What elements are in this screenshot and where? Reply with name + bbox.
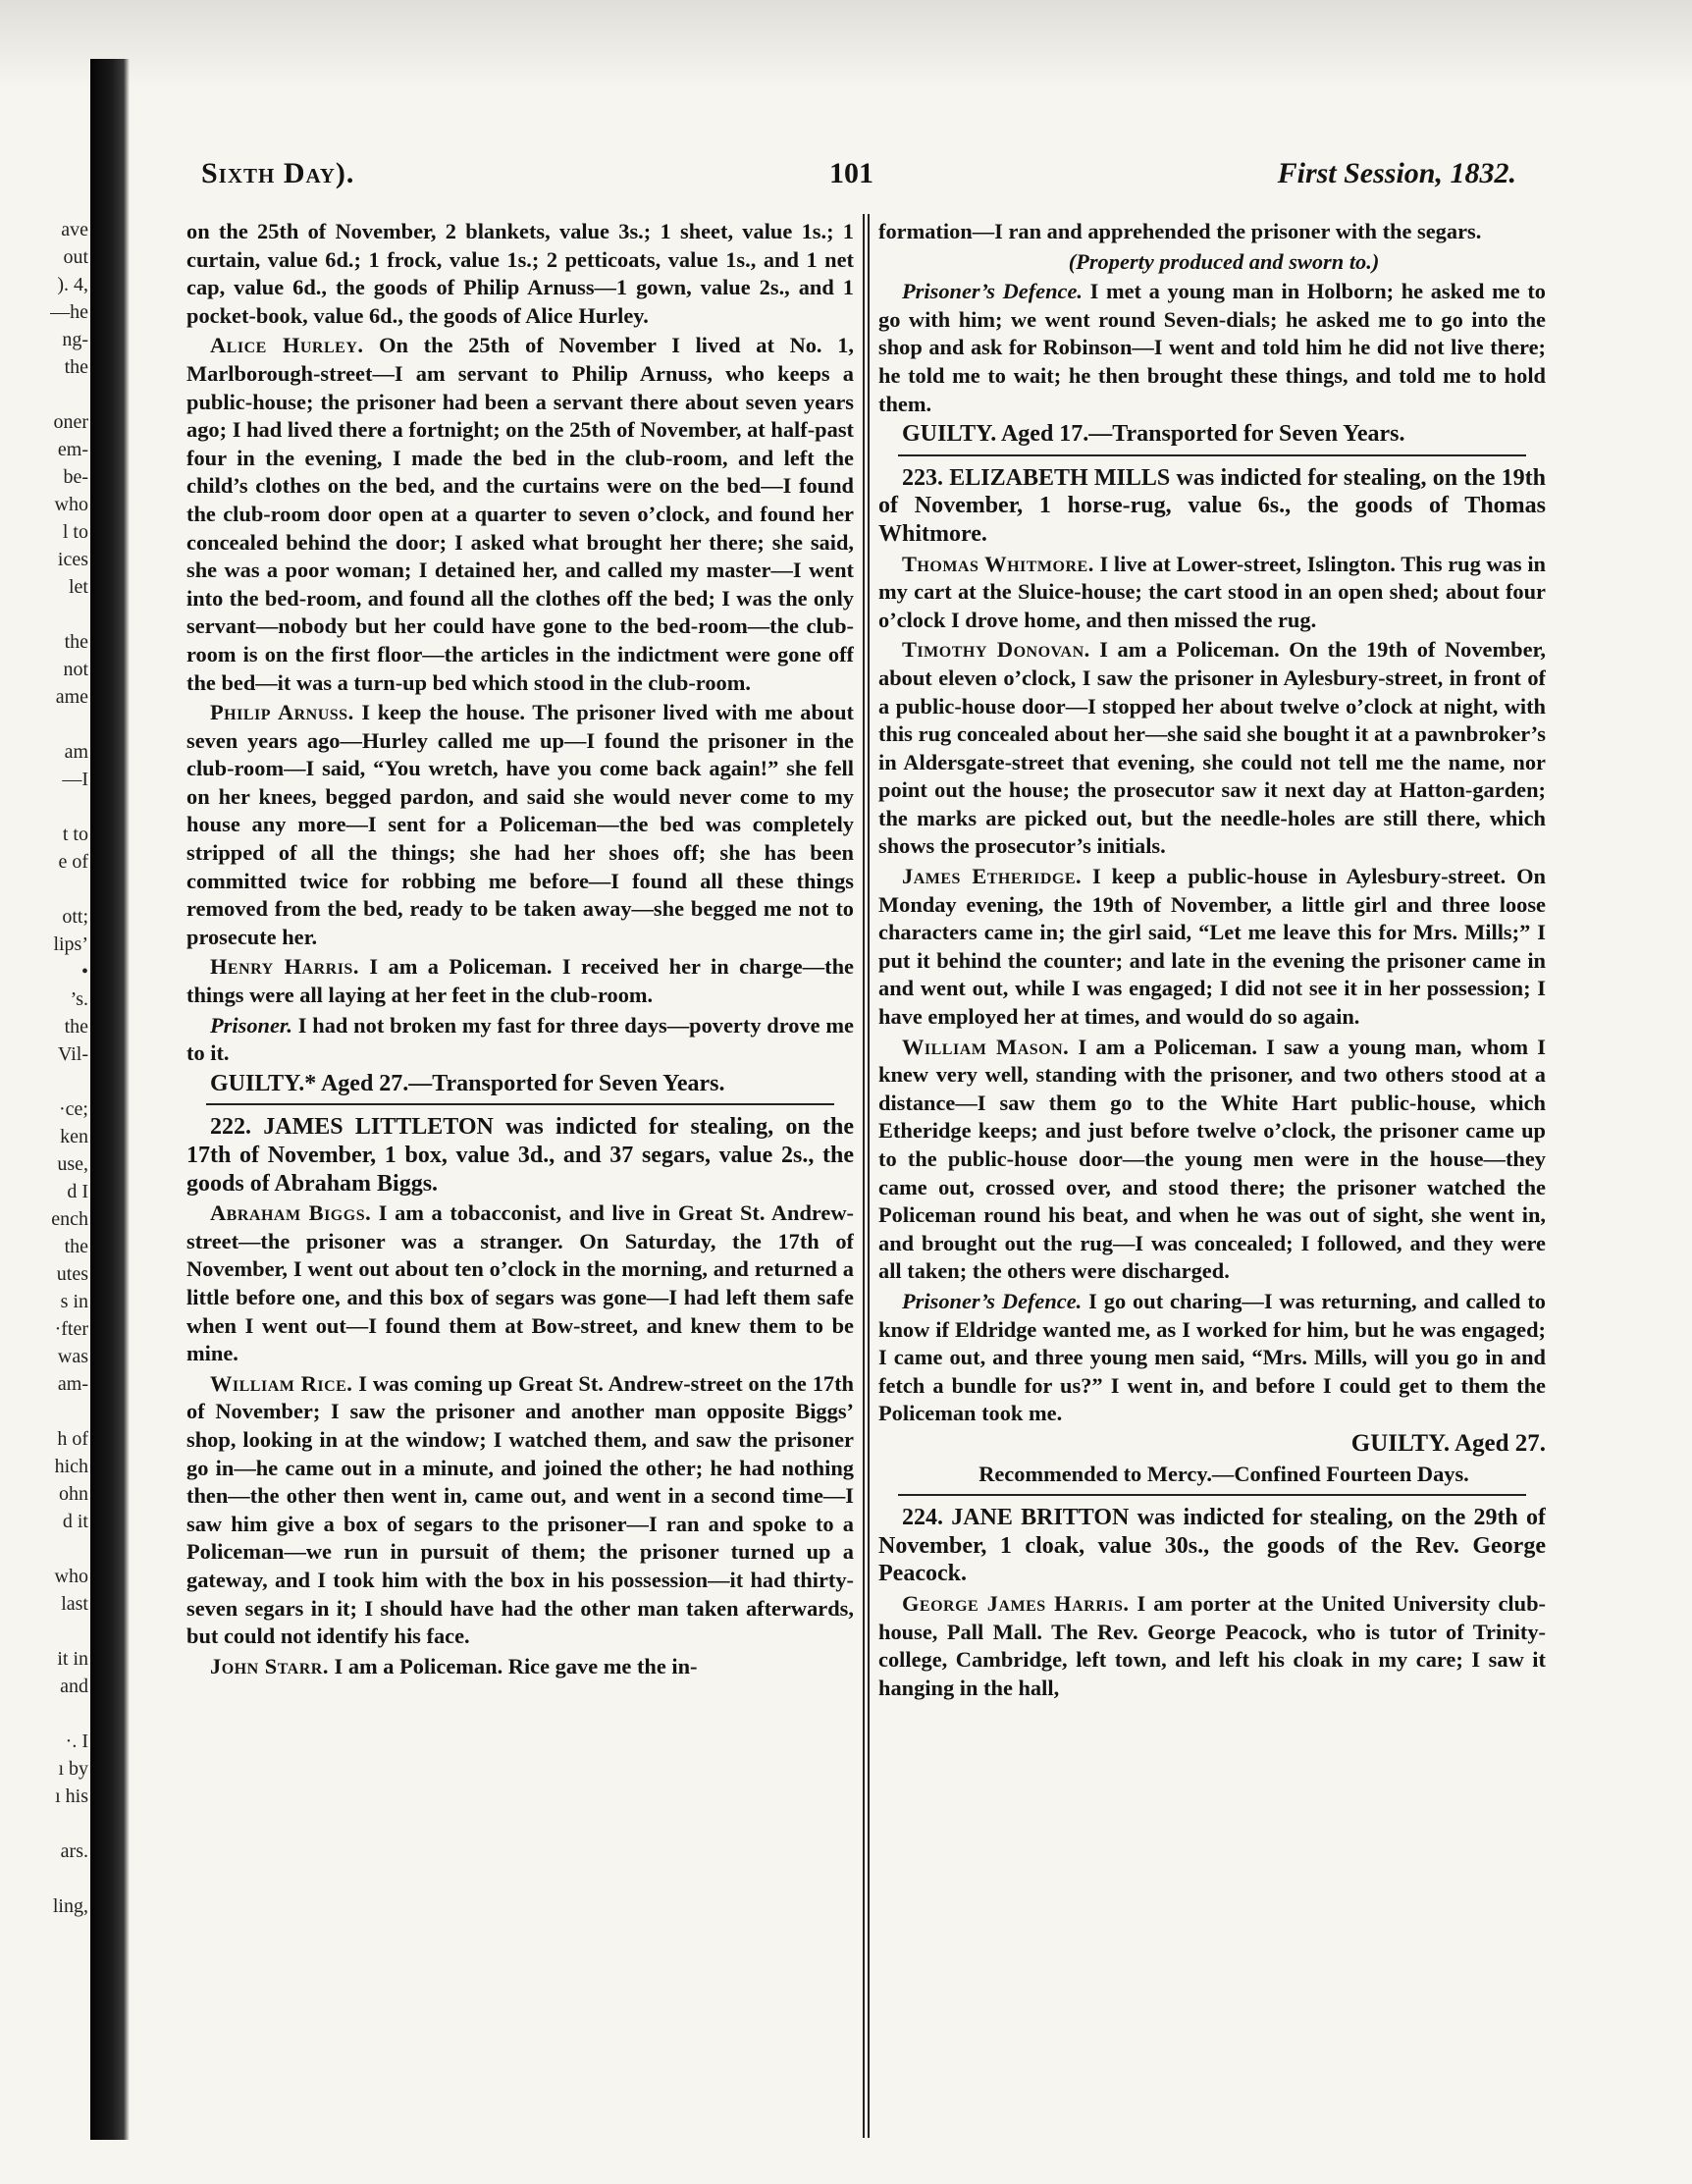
scan-shadow [0,0,1692,88]
case-heading: 224. JANE BRITTON was indicted for stealing, on the 29th of November, 1 cloak, value 30s., the goods of the Rev. George Peacock. [878,1505,1546,1587]
page-header [201,157,1516,196]
adjacent-page-fragments [2,216,88,2061]
testimony: I keep the house. The prisoner lived with me about seven years ago—Hurley called me up—I found the prisoner in the club-room—I said, “You wretch, have you come back again!” she fell on her knees, begged pardon, and said she would never come to my house any more—I sent for a Policeman—the bed was completely stripped of all the things; she had her shoes off; she has been committed twice for robbing me before—I found all these things removed from the bed, ready to be taken away—she begged me not to prosecute her. [186,700,854,949]
fragment-line: hich [54,1456,88,1477]
paragraph [186,1199,854,1368]
paragraph [878,863,1546,1032]
fragment-line: ı by [58,1758,88,1780]
fragment-line: not [63,659,88,680]
fragment-line: ·ce; [59,1098,88,1120]
paragraph [186,1370,854,1651]
fragment-line: was [57,1346,88,1367]
testimony: I am a Policeman. I received her in charge—the things were all laying at her feet in the club-room. [186,954,854,1008]
fragment-line: ·. I [65,1731,88,1752]
paragraph [878,1590,1546,1702]
fragment-line: ·fter [54,1318,88,1340]
case-heading: 223. ELIZABETH MILLS was indicted for stealing, on the 19th of November, 1 horse-rug, value 6s., the goods of Thomas Whitmore. [878,464,1546,547]
fragment-line [2,1865,88,1892]
fragment-line: ame [55,686,88,708]
section-rule [898,1494,1526,1496]
fragment-line: ave [61,219,88,240]
fragment-line: —he [50,301,88,323]
fragment-line: use, [57,1153,88,1175]
witness-name: Abraham Biggs. [210,1200,372,1226]
witness-name: William Rice. [210,1370,353,1396]
testimony: I was coming up Great St. Andrew-street on the 17th of November; I saw the prisoner and another man opposite Biggs’ shop, looking in at the window; I watched them, and saw the prisoner go in—he came out in a minute, and joined the other; he had nothing then—the other then went in, came out, and went in a second time—I saw him give a box of segars to the prisoner—I ran and spoke to a Policeman—we run in pursuit of them; the prisoner turned up a gateway, and I took him with the box in his possession—it had thirty-seven segars in it; I should have had the other man taken afterwards, but could not identify his face. [186,1370,854,1649]
fragment-line: ). 4, [57,274,88,295]
fragment-line: out [63,246,88,268]
fragment-line [2,1398,88,1425]
right-column [878,218,1546,2073]
fragment-line: ı his [55,1785,88,1807]
paragraph [878,1288,1546,1428]
fragment-line: let [69,576,88,598]
fragment-line [2,381,88,408]
paragraph [186,699,854,951]
property-note: (Property produced and sworn to.) [1068,248,1380,274]
witness-name: John Starr. [210,1653,329,1678]
paragraph [878,278,1546,418]
fragment-line: am [64,741,88,763]
fragment-line: s in [60,1291,88,1312]
fragment-line [2,711,88,738]
header-session: First Session, 1832. [1277,157,1516,189]
fragment-line: ’s. [70,988,88,1010]
fragment-line [2,1618,88,1645]
fragment-line: ices [57,549,88,570]
fragment-line: the [64,356,88,378]
testimony: I go out charing—I was returning, and called to know if Eldridge wanted me, as I worked for him, but he was engaged; I came out, and three young men said, “Mrs. Mills, will you go in and fetch a bundle for us?” I went in, and before I could get to them the Policeman took me. [878,1288,1546,1426]
fragment-line [2,1700,88,1728]
fragment-line: t to [62,824,88,845]
fragment-line [2,601,88,628]
testimony: I keep a public-house in Aylesbury-street. On Monday evening, the 19th of November, a little girl and three loose characters came in; the girl said, “Let me leave this for Mrs. Mills;” I put it behind the counter; and late in the evening the prisoner came in and went out, while I was engaged; I did not see it in her possession; I have employed her at times, and would do so again. [878,864,1546,1030]
fragment-line [2,793,88,821]
paragraph [878,1034,1546,1286]
column-divider [863,214,870,2138]
paragraph [186,332,854,697]
testimony: I met a young man in Holborn; he asked me to go with him; we went round Seven-dials; he asked me to go into the shop and ask for Robinson—I went and told him he did not live there; he told me to wait; he then brought these things, and told me to hold them. [878,279,1546,416]
paragraph [186,1653,854,1681]
fragment-line: ng- [62,329,88,350]
witness-name: Alice Hurley. [210,333,364,358]
fragment-line: ken [60,1126,88,1147]
witness-name: Thomas Whitmore. [902,551,1094,576]
fragment-line: ench [51,1208,88,1230]
testimony: I am porter at the United University club-house, Pall Mall. The Rev. George Peacock, who is tutor of Trinity-college, Cambridge, left town, and left his cloak in my care; I saw it hanging in the hall, [878,1590,1546,1700]
testimony: I had not broken my fast for three days—poverty drove me to it. [186,1012,854,1066]
fragment-line: am- [57,1373,88,1395]
fragment-line [2,1068,88,1095]
fragment-line: utes [56,1263,88,1285]
testimony: I am a Policeman. I saw a young man, whom I knew very well, standing with the prisoner, and two others stood at a distance—I saw them go to the White Hart public-house, which Etheridge keeps; and just before twelve o’clock, the prisoner came up to the public-house door—the young men were in the house—they came out, crossed over, and stood there; the prisoner watched the Policeman round his beat, and when he was out of sight, she went in, and brought out the rug—I was concealed; I followed, and they were all taken; the others were discharged. [878,1034,1546,1284]
fragment-line [2,876,88,903]
prisoner-label: Prisoner’s Defence. [902,279,1084,304]
paragraph [878,636,1546,861]
verdict-sentence: Recommended to Mercy.—Confined Fourteen Days. [978,1461,1469,1486]
fragment-line: Vil- [57,1043,88,1065]
witness-name: Philip Arnuss. [210,700,354,725]
fragment-line: it in [57,1648,88,1670]
case-heading: 222. JAMES LITTLETON was indicted for stealing, on the 17th of November, 1 box, value 3d., and 37 segars, value 2s., the goods of Abraham Biggs. [186,1114,854,1197]
header-day: Sixth Day). [201,157,355,189]
fragment-line: oner [53,411,88,433]
fragment-line: the [64,631,88,653]
left-column [186,218,854,2073]
testimony: I am a tobacconist, and live in Great St. Andrew-street—the prisoner was a stranger. On Saturday, the 17th of November, I went out about ten o’clock in the morning, and returned a little before one, and this box of segars was gone—I had left them safe when I went out—I found them at Bow-street, and knew them to be mine. [186,1200,854,1366]
testimony: I am a Policeman. Rice gave me the in- [328,1653,698,1678]
paragraph: on the 25th of November, 2 blankets, value 3s.; 1 sheet, value 1s.; 1 curtain, value 6d.; 1 frock, value 1s.; 2 petticoats, value 1s., and 1 net cap, value 6d., the goods of Philip Arnuss—1 gown, value 2s., and 1 pocket-book, value 6d., the goods of Alice Hurley. [186,219,854,328]
fragment-line [2,1535,88,1563]
verdict: GUILTY. Aged 17.—Transported for Seven Years. [902,421,1405,448]
fragment-line: the [64,1236,88,1257]
fragment-line: • [80,961,88,983]
witness-name: James Etheridge. [902,864,1083,889]
fragment-line: ott; [62,906,88,928]
fragment-line: ars. [60,1840,88,1862]
prisoner-label: Prisoner’s Defence. [902,1288,1083,1313]
paragraph [878,551,1546,635]
fragment-line: who [54,1566,88,1587]
fragment-line: d it [62,1511,88,1532]
page-number: 101 [829,157,873,189]
fragment-line: who [54,494,88,515]
fragment-line [2,1810,88,1838]
book-gutter [90,59,130,2140]
paragraph [186,953,854,1009]
verdict: GUILTY.* Aged 27.—Transported for Seven Years. [210,1070,725,1096]
fragment-line: be- [63,466,88,488]
fragment-line: last [61,1593,88,1615]
fragment-line: lips’ [53,933,88,955]
fragment-line: —I [62,769,88,790]
section-rule [898,454,1526,456]
paragraph: formation—I ran and apprehended the prisoner with the segars. [878,219,1482,243]
prisoner-label: Prisoner. [210,1012,292,1038]
fragment-line: h of [57,1428,88,1450]
fragment-line: l to [62,521,88,543]
fragment-line: ohn [59,1483,88,1505]
witness-name: George James Harris. [902,1590,1130,1616]
fragment-line: e of [58,851,88,873]
testimony: I live at Lower-street, Islington. This rug was in my cart at the Sluice-house; the cart stood in an open shed; about four o’clock I drove home, and then missed the rug. [878,551,1546,632]
fragment-line: em- [57,439,88,460]
verdict: GUILTY. Aged 27. [1350,1429,1546,1457]
fragment-line: ling, [52,1895,88,1917]
section-rule [206,1103,834,1105]
testimony: I am a Policeman. On the 19th of November, about eleven o’clock, I saw the prisoner in Aylesbury-street, in front of a public-house door—I stopped her about twelve o’clock at night, with this rug concealed about her—she said she bought it at a pawnbroker’s in Aldersgate-street that evening, she could not tell me the name, nor point out the house; the prosecutor saw it next day at Hatton-garden; the marks are picked out, but the needle-holes are still there, which shows the prosecutor’s initials. [878,637,1546,859]
fragment-line: and [60,1676,88,1697]
witness-name: Henry Harris. [210,954,359,980]
fragment-line: the [64,1016,88,1038]
paragraph [186,1012,854,1068]
testimony: On the 25th of November I lived at No. 1, Marlborough-street—I am servant to Philip Arnuss, who keeps a public-house; the prisoner had been a servant there about seven years ago; I had lived there a fortnight; on the 25th of November, at half-past four in the evening, I made the bed in the club-room, and left the child’s clothes on the bed, and the curtains were on the bed—I found the club-room door open at a quarter to seven o’clock, and found her concealed behind the door; I asked what brought her there; she said, she was a poor woman; I detained her, and called my master—I went into the bed-room, and found all the clothes off the bed; I was the only servant—nobody but her could have gone to the bed-room—the club-room is on the first floor—the articles in the indictment were gone off the bed—it was a turn-up bed which stood in the club-room. [186,333,854,695]
fragment-line: d I [67,1181,88,1202]
witness-name: Timothy Donovan. [902,637,1090,663]
witness-name: William Mason. [902,1034,1070,1059]
